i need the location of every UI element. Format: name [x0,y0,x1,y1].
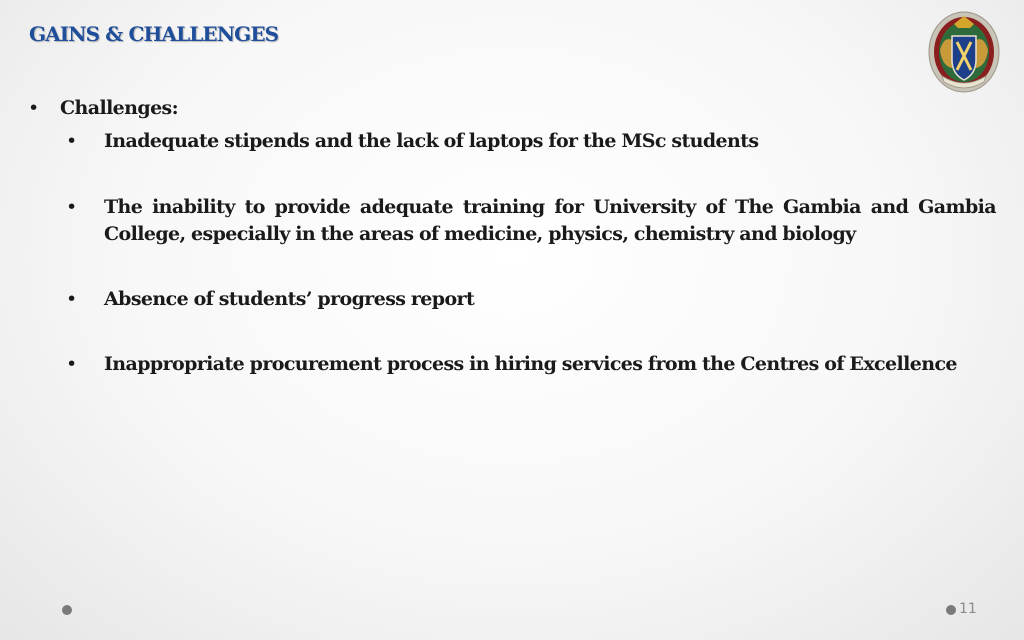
slide-title: GAINS & CHALLENGES [29,22,279,46]
bullet: • [66,353,78,375]
bullet: • [66,196,78,218]
bullet: • [66,130,78,152]
list-item-text: Inadequate stipends and the lack of laptops for the MSc students [104,130,759,152]
list-item-text: Inappropriate procurement process in hiring services from the Centres of Excellence [104,353,957,375]
coat-of-arms-icon [928,10,1000,94]
bullet: • [28,97,40,119]
challenges-heading: Challenges: [60,97,179,119]
footer-dot [62,605,72,615]
bullet: • [66,288,78,310]
footer-dot [946,605,956,615]
list-item-text: Absence of students’ progress report [104,288,475,310]
list-item-text: The inability to provide adequate training for University of The Gambia and Gambia College, especially in the areas of medicine, physics, chemistry and biology [104,196,996,245]
page-number: 11 [959,601,977,617]
